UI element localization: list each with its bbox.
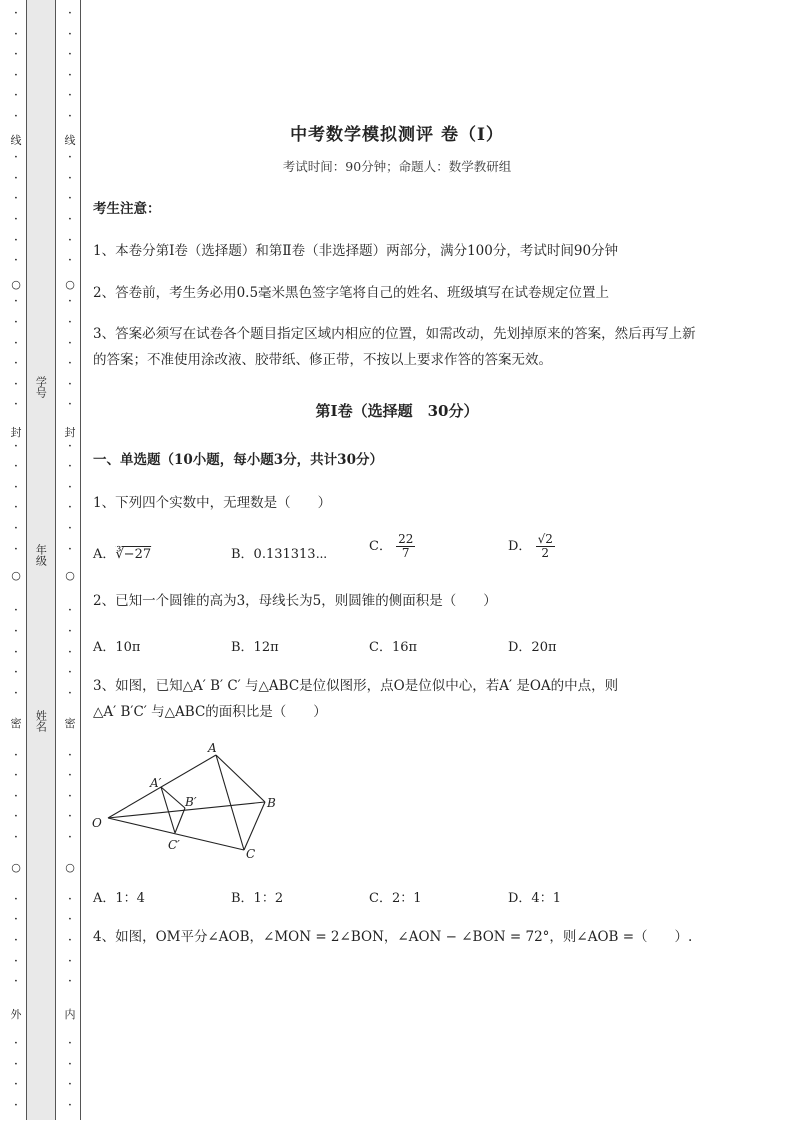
q1-option-c: [369, 533, 415, 560]
outer-dot: ·: [13, 6, 19, 21]
outer-dot: ·: [13, 809, 19, 825]
q1-option-d: [508, 533, 555, 560]
student-id-label-text: 学号: [34, 376, 48, 398]
outer-dot: ·: [13, 665, 19, 681]
notice-item-3-cont: 的答案；不准使用涂改液、胶带纸、修正带，不按以上要求作答的答案无效。: [93, 352, 552, 368]
inner-dot: ·: [67, 891, 73, 907]
outer-dot: ·: [13, 88, 19, 104]
outer-dot: ·: [13, 685, 19, 701]
label-a-prime: A′: [150, 776, 162, 790]
q1-d-num: √2: [537, 532, 553, 546]
inner-dot: ·: [67, 6, 73, 21]
q1-d-label: D．: [508, 539, 532, 555]
q1-a-label: A．: [93, 547, 116, 562]
label-o: O: [92, 816, 102, 830]
q1-c-num: 22: [398, 532, 414, 546]
label-c: C: [246, 847, 256, 861]
label-a: A: [208, 741, 217, 755]
outer-dot: ·: [13, 500, 19, 516]
student-id-label: [28, 376, 52, 402]
outer-dot: ·: [13, 768, 19, 784]
outer-dot: ·: [13, 26, 19, 42]
inner-dot: ·: [67, 47, 73, 63]
outer-dot: ·: [13, 397, 19, 413]
q3-option-d: D．4：1: [508, 891, 561, 906]
inner-dot: ·: [67, 438, 73, 454]
outer-dot: ·: [13, 644, 19, 660]
inner-dot: ·: [67, 232, 73, 248]
outer-dot: ·: [13, 315, 19, 330]
inner-mark: ○: [65, 569, 75, 582]
inner-dot: ·: [67, 294, 73, 310]
outer-mark: ○: [11, 569, 21, 582]
notice-item-2: 2、答卷前，考生务必用0.5毫米黑色签字笔将自己的姓名、班级填写在试卷规定位置上: [93, 285, 610, 301]
inner-dot: ·: [67, 1077, 73, 1093]
inner-dot: ·: [67, 1097, 73, 1113]
edge-bc: [244, 802, 265, 850]
q1-stem: 1、下列四个实数中，无理数是（ ）: [93, 495, 332, 511]
page-subtitle: 考试时间：90分钟；命题人：数学教研组: [282, 159, 512, 174]
notice-item-1: 1、本卷分第Ⅰ卷（选择题）和第Ⅱ卷（非选择题）两部分，满分100分，考试时间90分钟: [93, 243, 619, 259]
q4-stem: 4、如图，OM平分∠AOB，∠MON = 2∠BON，∠AON − ∠BON = 72°，则∠AOB =（ ）.: [93, 929, 693, 945]
inner-dot: ·: [67, 170, 73, 186]
outer-dot: ·: [13, 974, 19, 990]
inner-dot: ·: [67, 603, 73, 619]
inner-dot: ·: [67, 541, 73, 557]
name-label: [28, 710, 52, 736]
inner-dot: ·: [67, 397, 73, 413]
outer-dot: ·: [13, 67, 19, 83]
q3-option-a: A．1：4: [93, 891, 145, 906]
outer-dot: ·: [13, 459, 19, 475]
outer-mark: 密: [10, 717, 22, 730]
inner-mark: ○: [65, 861, 75, 874]
outer-mark: 外: [10, 1008, 22, 1021]
inner-dot: ·: [67, 933, 73, 948]
q1-a-expr: ∛−27: [115, 547, 152, 562]
edge-ca: [216, 755, 244, 850]
outer-dot: ·: [13, 1077, 19, 1093]
label-b: B: [267, 796, 276, 810]
outer-dot: ·: [13, 212, 19, 227]
q2-stem: 2、已知一个圆锥的高为3，母线长为5，则圆锥的侧面积是（ ）: [93, 593, 497, 609]
q3-option-b: B．1：2: [231, 891, 284, 906]
inner-dot: ·: [67, 88, 73, 104]
outer-dot: ·: [13, 150, 19, 166]
inner-dot: ·: [67, 665, 73, 681]
edge-b1c1: [175, 808, 185, 833]
outer-dot: ·: [13, 541, 19, 557]
q1-option-b: B．0.131313⋯: [231, 547, 328, 562]
outer-dot: ·: [13, 1056, 19, 1072]
notice-item-3: 3、答案必须写在试卷各个题目指定区域内相应的位置，如需改动，先划掉原来的答案，然后再写上新: [93, 326, 696, 342]
q1-d-den: 2: [541, 546, 550, 561]
section-title: 第Ⅰ卷（选择题 30分）: [315, 402, 479, 420]
inner-dot: ·: [67, 809, 73, 825]
inner-dot: ·: [67, 644, 73, 660]
notice-heading: 考生注意：: [93, 201, 161, 217]
outer-mark: ○: [11, 278, 21, 291]
inner-dot: ·: [67, 500, 73, 516]
inner-dot: ·: [67, 67, 73, 83]
inner-mark: 密: [64, 717, 76, 730]
outer-dot: ·: [13, 747, 19, 763]
inner-dot: ·: [67, 953, 73, 969]
inner-dot: ·: [67, 479, 73, 495]
inner-dot: ·: [67, 685, 73, 701]
label-c-prime: C′: [168, 838, 180, 852]
inner-dot: ·: [67, 150, 73, 166]
outer-dot: ·: [13, 438, 19, 454]
q1-c-fraction: [396, 533, 415, 560]
inner-dot: ·: [67, 376, 73, 392]
inner-dot: ·: [67, 315, 73, 330]
outer-dot: ·: [13, 933, 19, 948]
inner-dot: ·: [67, 109, 73, 124]
q2-option-b: B．12π: [231, 640, 279, 655]
q3-stem-line1: 3、如图，已知△A′ B′ C′ 与△ABC是位似图形，点O是位似中心，若A′ 是OA的中点，则: [93, 678, 619, 694]
outer-dot: ·: [13, 109, 19, 124]
grade-label: [28, 544, 52, 570]
inner-mark: 封: [64, 426, 76, 439]
inner-dot: ·: [67, 253, 73, 269]
outer-dot: ·: [13, 47, 19, 63]
inner-dot: ·: [67, 521, 73, 536]
inner-dot: ·: [67, 191, 73, 207]
inner-dot: ·: [67, 212, 73, 227]
outer-mark: 封: [10, 426, 22, 439]
q1-option-a: [93, 543, 151, 562]
inner-dot: ·: [67, 335, 73, 351]
inner-dot: ·: [67, 768, 73, 784]
outer-dot: ·: [13, 788, 19, 804]
outer-dot: ·: [13, 624, 19, 639]
q2-option-c: C．16π: [369, 640, 418, 655]
outer-dot: ·: [13, 891, 19, 907]
q1-c-label: C．: [369, 539, 392, 555]
outer-mark: ○: [11, 861, 21, 874]
outer-dot: ·: [13, 376, 19, 392]
page-title: 中考数学模拟测评 卷（Ⅰ）: [290, 125, 504, 145]
inner-mark: 线: [64, 134, 76, 147]
q3-stem-line2: △A′ B′C′ 与△ABC的面积比是（ ）: [93, 704, 327, 720]
q1-d-fraction: [536, 533, 555, 560]
outer-dot: ·: [13, 191, 19, 207]
outer-dot: ·: [13, 1097, 19, 1113]
outer-dot: ·: [13, 830, 19, 845]
outer-dot: ·: [13, 170, 19, 186]
grade-label-text: 年级: [34, 544, 48, 566]
inner-mark: 内: [64, 1008, 76, 1021]
outer-dot: ·: [13, 1036, 19, 1051]
outer-dot: ·: [13, 253, 19, 269]
outer-dot: ·: [13, 335, 19, 351]
outer-dot: ·: [13, 521, 19, 536]
q2-option-a: A．10π: [93, 640, 141, 655]
outer-dot: ·: [13, 356, 19, 372]
q3-figure: [88, 740, 288, 865]
part-heading: 一、单选题（10小题，每小题3分，共计30分）: [93, 452, 383, 468]
outer-mark: 线: [10, 134, 22, 147]
label-b-prime: B′: [185, 795, 197, 809]
outer-dot: ·: [13, 294, 19, 310]
inner-dot: ·: [67, 788, 73, 804]
inner-dot: ·: [67, 747, 73, 763]
edge-c1a1: [161, 787, 175, 833]
outer-dot: ·: [13, 603, 19, 619]
q2-option-d: D．20π: [508, 640, 557, 655]
inner-dot: ·: [67, 459, 73, 475]
q3-option-c: C．2：1: [369, 891, 422, 906]
inner-dot: ·: [67, 974, 73, 990]
inner-dot: ·: [67, 912, 73, 928]
inner-mark: ○: [65, 278, 75, 291]
outer-dot: ·: [13, 953, 19, 969]
inner-dot: ·: [67, 1056, 73, 1072]
q1-c-den: 7: [401, 546, 410, 561]
inner-dot: ·: [67, 624, 73, 639]
outer-dot: ·: [13, 479, 19, 495]
inner-dot: ·: [67, 26, 73, 42]
inner-dot: ·: [67, 1036, 73, 1051]
name-label-text: 姓名: [34, 710, 48, 732]
inner-dot: ·: [67, 356, 73, 372]
outer-dot: ·: [13, 912, 19, 928]
outer-dot: ·: [13, 232, 19, 248]
inner-dot: ·: [67, 830, 73, 845]
